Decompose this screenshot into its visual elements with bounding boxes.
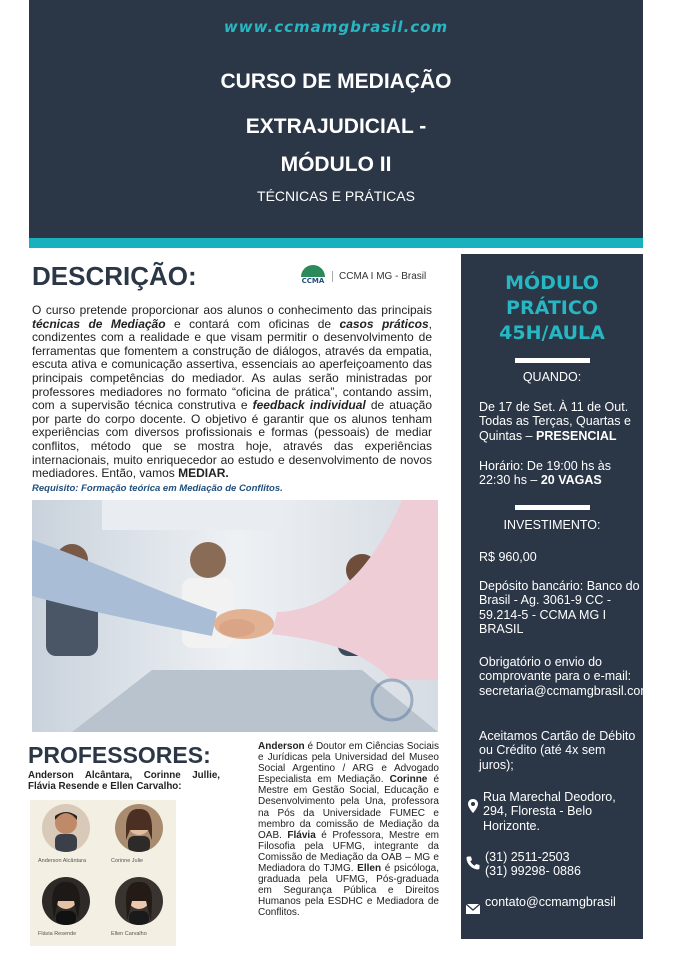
module-title-line2: PRÁTICO <box>506 297 598 319</box>
professors-photo-grid <box>30 800 176 946</box>
ccma-logo-mark: CCMA <box>301 277 325 285</box>
professor-caption: Ellen Carvalho <box>111 931 147 937</box>
header-accent-bar <box>29 238 643 248</box>
ccma-logo-text: CCMA I MG - Brasil <box>332 271 426 282</box>
bank-deposit-info: Depósito bancário: Banco do Brasil - Ag. 3061-9 CC - 59.214-5 - CCMA MG I BRASIL <box>479 579 640 637</box>
professor-photo <box>30 873 103 946</box>
avatar <box>115 804 163 852</box>
avatar <box>42 877 90 925</box>
handshake-photo <box>32 500 438 732</box>
info-sidebar <box>461 254 666 939</box>
divider <box>515 505 590 510</box>
schedule-hours: Horário: De 19:00 hs às 22:30 hs – 20 VAGAS <box>479 459 612 488</box>
professor-caption: Anderson Alcântara <box>38 858 87 864</box>
description-text: O curso pretende proporcionar aos alunos o conhecimento das principais técnicas de Mediação e contará com oficinas de casos práticos, condizentes com a realidade e que visam permitir o desenvolvimento de ferramentas que fomentem a construção de diálogos, através da empatia, escuta ativa e comunicação assertiva, essenciais ao aperfeiçoamento das principais competências do mediador. As aulas serão ministradas por professores mediadores no formato “oficina de prática”, contando assim, com a supervisão técnica construtiva e feedback individual de atuação por parte do corpo docente. O objetivo é garantir que os alunos tenham experiências com diversos profissionais e formas (pessoais) de mediar conflitos, método que se mostra hoje, através das experiências internacionais, muito enriquecedor ao estudo e desenvolvimento de novos mediadores. Então, vamos MEDIAR. <box>32 303 433 481</box>
price: R$ 960,00 <box>479 550 537 564</box>
course-title-line2: EXTRAJUDICIAL - <box>245 115 427 138</box>
ccma-logo-icon <box>300 264 326 288</box>
email-icon <box>465 901 481 917</box>
header-banner <box>29 0 643 238</box>
course-subtitle: TÉCNICAS E PRÁTICAS <box>257 188 415 204</box>
professors-bio: Anderson é Doutor em Ciências Sociais e Jurídicas pela Universidad del Museo Social Argentino / ARG e Advogado Especialista em Mediação. Corinne é Mestre em Gestão Social, Educação e Desenvolvimento pela Una, professora na Pós da Universidade FUMEC e membro da comissão de Mediação da OAB. Flávia é Professora, Mestre em Filosofia pela UFMG, integrante da Comissão de Mediação da OAB – MG e Mediadora do TJMG. Ellen é psicóloga, graduada pela UFMG, Pós-graduada em Segurança Pública e Direitos Humanos pela ESDHC e Mediadora de Conflitos. <box>258 741 439 919</box>
description-heading: DESCRIÇÃO: <box>32 261 197 291</box>
requirement-note: Requisito: Formação teórica em Mediação de Conflitos. <box>32 483 283 494</box>
card-payment-note: Aceitamos Cartão de Débito ou Crédito (até 4x sem juros); <box>479 729 636 772</box>
professor-caption: Corinne Julie <box>111 858 144 864</box>
professor-photo <box>30 800 103 873</box>
phone-number-2[interactable]: (31) 99298- 0886 <box>485 864 581 878</box>
professor-caption: Flávia Resende <box>38 931 77 937</box>
website-url[interactable]: www.ccmamgbrasil.com <box>223 18 449 36</box>
module-title-line3: 45H/AULA <box>499 322 605 344</box>
when-label: QUANDO: <box>522 370 582 384</box>
avatar <box>42 804 90 852</box>
avatar <box>115 877 163 925</box>
divider <box>515 358 590 363</box>
professor-photo <box>103 873 176 946</box>
course-title-line1: CURSO DE MEDIAÇÃO <box>220 70 452 93</box>
professor-photo <box>103 800 176 873</box>
professors-heading: PROFESSORES: <box>28 742 211 768</box>
phone-number-1[interactable]: (31) 2511-2503 <box>485 850 570 864</box>
schedule-dates: De 17 de Set. À 11 de Out. Todas as Terças, Quartas e Quintas – PRESENCIAL <box>479 400 631 443</box>
module-title-line1: MÓDULO <box>505 272 599 294</box>
address: Rua Marechal Deodoro, 294, Floresta - Belo Horizonte. <box>483 790 616 833</box>
course-title-line3: MÓDULO II <box>280 153 392 176</box>
location-pin-icon <box>465 798 481 814</box>
ccma-logo <box>300 262 432 290</box>
phone-icon <box>465 855 481 871</box>
professors-names: Anderson Alcântara, Corinne Jullie, Flávia Resende e Ellen Carvalho: <box>28 770 220 792</box>
contact-email[interactable]: contato@ccmamgbrasil <box>485 895 616 909</box>
investment-label: INVESTIMENTO: <box>503 518 601 532</box>
payment-proof-note: Obrigatório o envio do comprovante para o e-mail: secretaria@ccmamgbrasil.com.br <box>479 655 666 698</box>
